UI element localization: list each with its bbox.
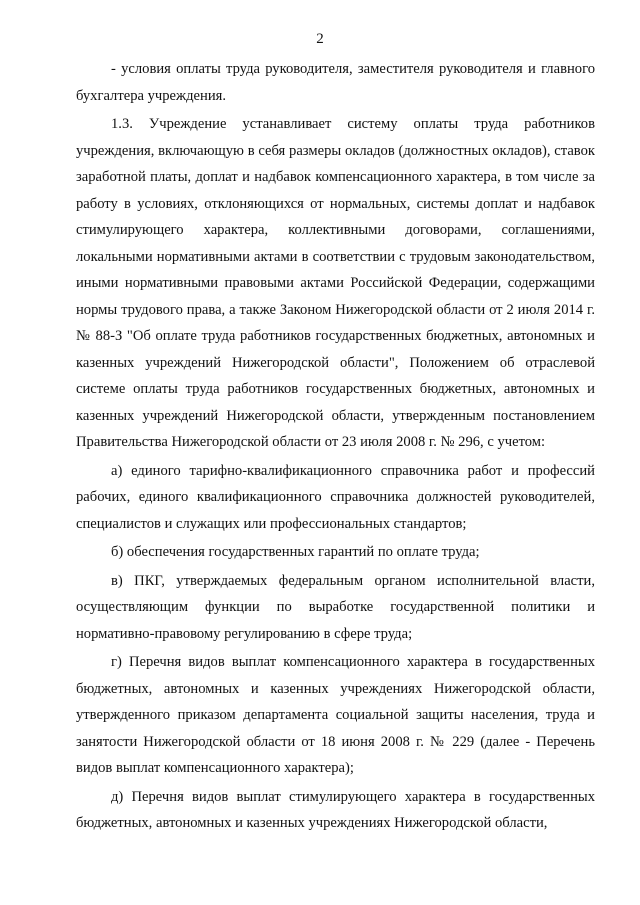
paragraph-salary-conditions: - условия оплаты труда руководителя, заместителя руководителя и главного бухгалтера учреждения.: [76, 61, 595, 104]
list-item-g: г) Перечня видов выплат компенсационного характера в государственных бюджетных, автономных и казенных учреждениях Нижегородской области, утвержденного приказом департамента социальной защиты населения, труда и занятости Нижегородской области от 18 июня 2008 г. № 229 (далее - Перечень видов выплат компенсационного характера);: [76, 654, 595, 776]
paragraph-1-3: 1.3. Учреждение устанавливает систему оплаты труда работников учреждения, включающую в себя размеры окладов (должностных окладов), ставок заработной платы, доплат и надбавок компенсационного характера, в том числе за работу в условиях, отклоняющихся от нормальных, системы доплат и надбавок стимулирующего характера, коллективными договорами, соглашениями, локальными нормативными актами в соответствии с трудовым законодательством, иными нормативными правовыми актами Российской Федерации, содержащими нормы трудового права, а также Законом Нижегородской области от 2 июля 2014 г. № 88-З "Об оплате труда работников государственных бюджетных, автономных и казенных учреждений Нижегородской области", Положением об отраслевой системе оплаты труда работников государственных бюджетных, автономных и казенных учреждений Нижегородской области, утвержденным постановлением Правительства Нижегородской области от 23 июля 2008 г. № 296, с учетом:: [76, 116, 595, 450]
list-item-b: б) обеспечения государственных гарантий по оплате труда;: [111, 544, 480, 560]
document-body: [76, 56, 595, 839]
list-item-v: в) ПКГ, утверждаемых федеральным органом исполнительной власти, осуществляющим функции по выработке государственной политики и нормативно-правовому регулированию в сфере труда;: [76, 572, 595, 642]
list-item-d: д) Перечня видов выплат стимулирующего характера в государственных бюджетных, автономных и казенных учреждениях Нижегородской области,: [76, 788, 595, 831]
list-item-a: а) единого тарифно-квалификационного справочника работ и профессий рабочих, единого квалификационного справочника должностей руководителей, специалистов и служащих или профессиональных стандартов;: [76, 462, 595, 532]
page-number: 2: [316, 31, 324, 47]
